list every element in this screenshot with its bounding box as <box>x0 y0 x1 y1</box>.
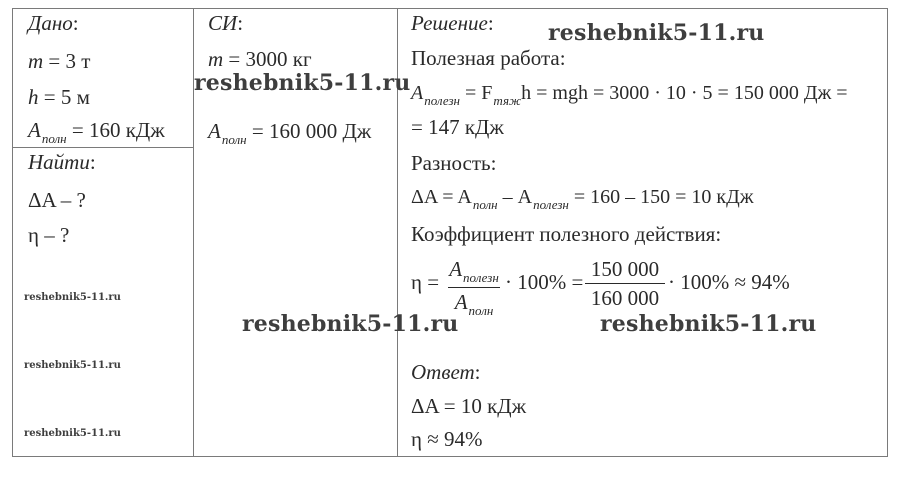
efficiency-fraction-symbolic: $A_{полезн}$ $A_{полн}$ <box>449 257 499 318</box>
fraction-bar-2 <box>585 283 665 284</box>
efficiency-eta-lhs: η = <box>411 270 440 294</box>
find-efficiency: η – ? <box>28 223 70 247</box>
useful-work-formula: $A_{полезн} = F_{тяж}h$ = mgh = 3000 · 10 · 5 = 150 000 Дж = <box>411 82 848 108</box>
table-border-left <box>12 8 13 457</box>
given-header: Дано: <box>28 11 79 35</box>
given-total-work: $A_{полн} = 160$ кДж <box>28 118 165 146</box>
find-header: Найти: <box>28 150 96 174</box>
watermark-small-2: reshebnik5-11.ru <box>24 360 121 371</box>
efficiency-mult-2: · 100% ≈ 94% <box>668 270 790 294</box>
given-mass: m = 3 т <box>28 49 91 73</box>
watermark-small-1: reshebnik5-11.ru <box>24 292 121 303</box>
useful-work-result: = 147 кДж <box>411 115 504 139</box>
watermark-large-4: reshebnik5-11.ru <box>600 311 817 337</box>
watermark-large-3: reshebnik5-11.ru <box>242 311 459 337</box>
fraction-bar-1 <box>448 287 500 288</box>
table-border-top <box>12 8 888 9</box>
given-height: h = 5 м <box>28 85 90 109</box>
answer-delta-a: ΔA = 10 кДж <box>411 394 527 418</box>
efficiency-label: Коэффициент полезного действия: <box>411 222 722 246</box>
solution-header: Решение: <box>411 11 494 35</box>
answer-header: Ответ: <box>411 360 481 384</box>
watermark-small-3: reshebnik5-11.ru <box>24 428 121 439</box>
si-mass: m = 3000 кг <box>208 47 312 71</box>
difference-label: Разность: <box>411 151 497 175</box>
answer-efficiency: η ≈ 94% <box>411 427 483 451</box>
table-border-right <box>887 8 888 457</box>
si-header: СИ: <box>208 11 244 35</box>
watermark-large-1: reshebnik5-11.ru <box>548 20 765 46</box>
efficiency-mult-1: · 100% = <box>505 270 584 294</box>
watermark-large-2: reshebnik5-11.ru <box>194 70 411 96</box>
si-total-work: $A_{полн} = 160$ 000 Дж <box>208 119 372 147</box>
difference-formula: $\Delta A = A_{полн} - A_{полезн} = 160 - 150 = 10$ кДж <box>411 186 754 212</box>
useful-work-label: Полезная работа: <box>411 46 566 70</box>
find-delta-a: ΔA – ? <box>28 188 86 212</box>
efficiency-fraction-numeric: 150 000 160 000 <box>585 259 665 309</box>
row-divider-find <box>12 147 194 148</box>
table-border-bottom <box>12 456 888 457</box>
